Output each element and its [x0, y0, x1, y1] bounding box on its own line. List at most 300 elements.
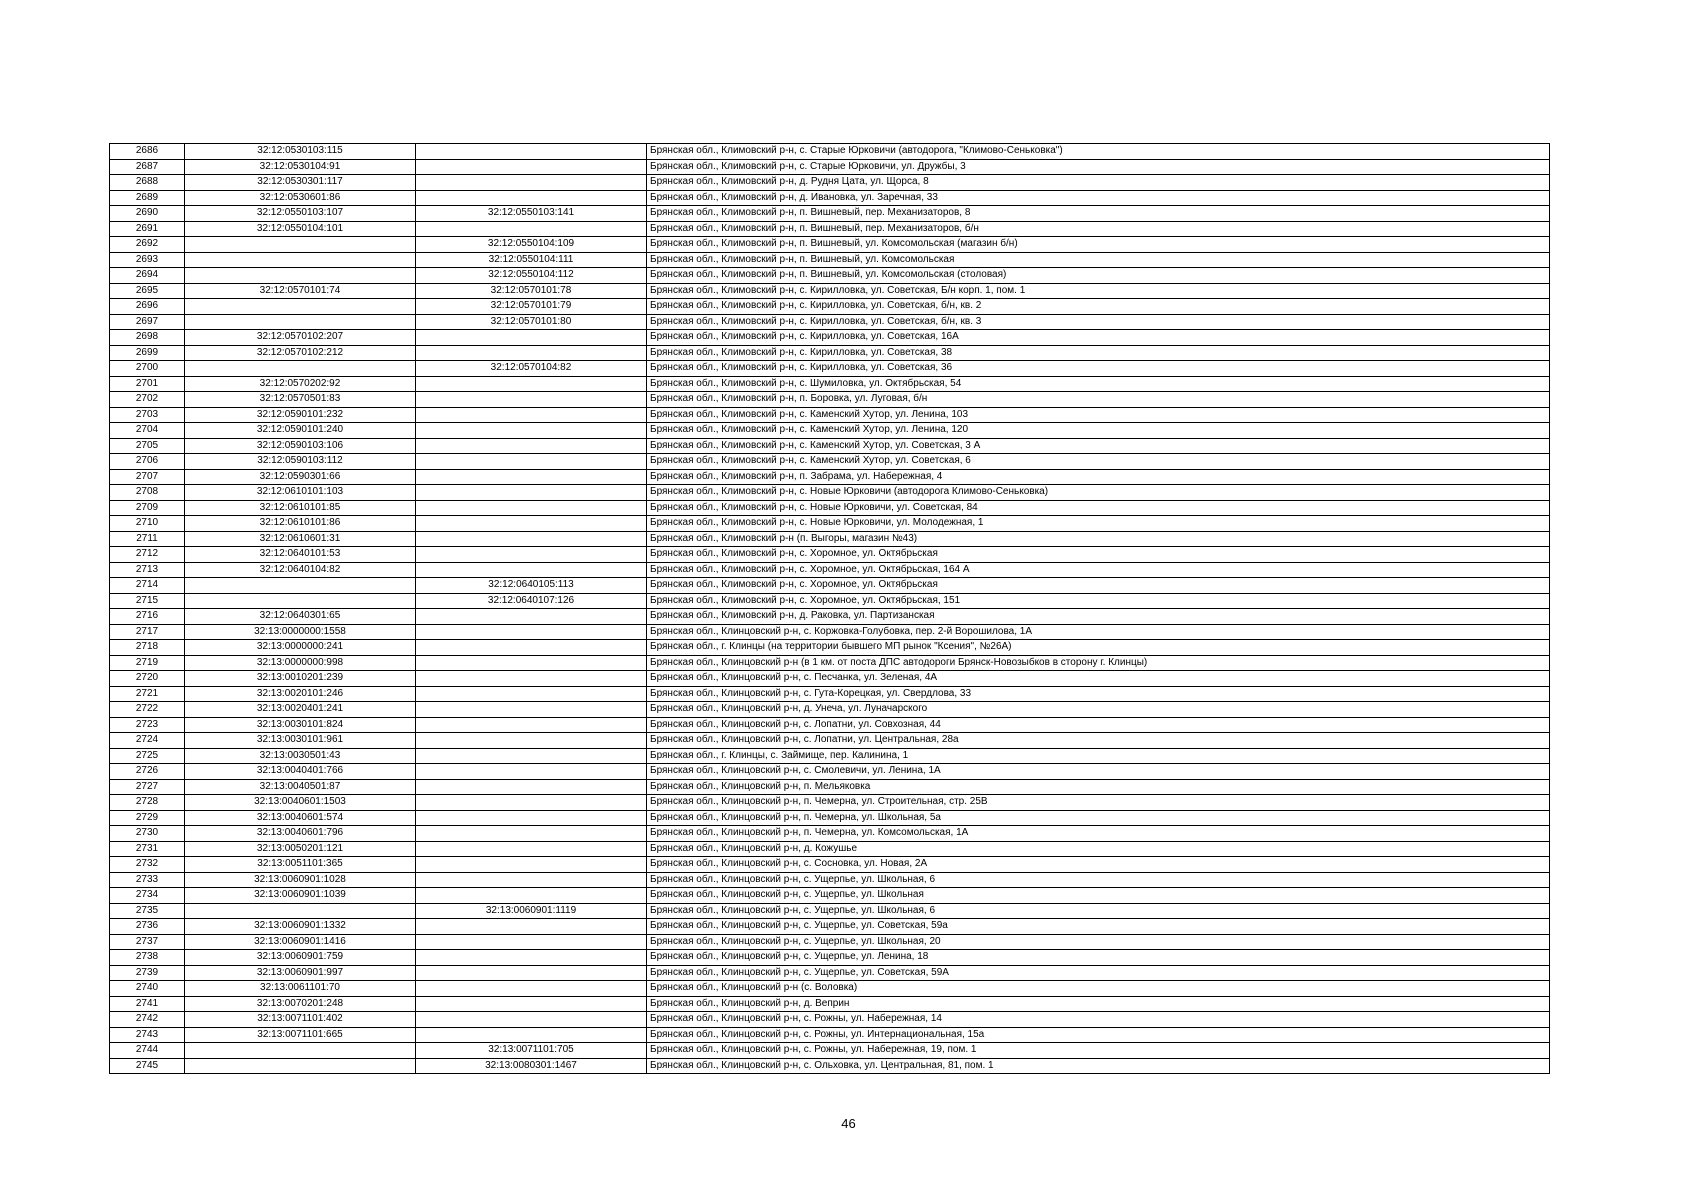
table-row [110, 314, 1550, 330]
cadastral-number-cell [185, 268, 416, 284]
cadastral-number-cell: 32:13:0051101:365 [185, 857, 416, 873]
linked-cadastral-number-cell [416, 469, 647, 485]
linked-cadastral-number-cell [416, 500, 647, 516]
cadastral-number-cell: 32:12:0570101:74 [185, 283, 416, 299]
address-cell: Брянская обл., Клинцовский р-н, д. Унеча, ул. Луначарского [647, 702, 1550, 718]
address-cell: Брянская обл., Климовский р-н, с. Хоромное, ул. Октябрьская [647, 578, 1550, 594]
table-row [110, 252, 1550, 268]
address-cell: Брянская обл., Клинцовский р-н, с. Рожны, ул. Набережная, 19, пом. 1 [647, 1043, 1550, 1059]
table-row [110, 950, 1550, 966]
table-row [110, 640, 1550, 656]
cadastral-number-cell: 32:12:0640301:65 [185, 609, 416, 625]
table-row [110, 919, 1550, 935]
address-cell: Брянская обл., Клинцовский р-н, с. Песчанка, ул. Зеленая, 4А [647, 671, 1550, 687]
row-number-cell: 2699 [110, 345, 185, 361]
linked-cadastral-number-cell [416, 965, 647, 981]
linked-cadastral-number-cell [416, 686, 647, 702]
cadastral-number-cell: 32:13:0000000:241 [185, 640, 416, 656]
registry-table [109, 143, 1550, 1074]
table-row [110, 888, 1550, 904]
address-cell: Брянская обл., Климовский р-н, с. Новые Юрковичи, ул. Молодежная, 1 [647, 516, 1550, 532]
table-row [110, 299, 1550, 315]
row-number-cell: 2725 [110, 748, 185, 764]
page-number: 46 [841, 1116, 856, 1131]
address-cell: Брянская обл., Климовский р-н, с. Каменский Хутор, ул. Советская, 6 [647, 454, 1550, 470]
address-cell: Брянская обл., Климовский р-н, п. Вишневый, пер. Механизаторов, б/н [647, 221, 1550, 237]
row-number-cell: 2686 [110, 144, 185, 160]
address-cell: Брянская обл., Климовский р-н, с. Каменский Хутор, ул. Ленина, 120 [647, 423, 1550, 439]
table-row [110, 717, 1550, 733]
address-cell: Брянская обл., Климовский р-н, п. Вишневый, пер. Механизаторов, 8 [647, 206, 1550, 222]
table-row [110, 345, 1550, 361]
address-cell: Брянская обл., Климовский р-н, п. Вишневый, ул. Комсомольская [647, 252, 1550, 268]
cadastral-number-cell: 32:12:0570501:83 [185, 392, 416, 408]
address-cell: Брянская обл., Клинцовский р-н, д. Кожушье [647, 841, 1550, 857]
table-row [110, 144, 1550, 160]
row-number-cell: 2717 [110, 624, 185, 640]
cadastral-number-cell: 32:13:0030501:43 [185, 748, 416, 764]
cadastral-number-cell [185, 903, 416, 919]
address-cell: Брянская обл., г. Клинцы (на территории бывшего МП рынок "Ксения", №26А) [647, 640, 1550, 656]
address-cell: Брянская обл., Клинцовский р-н, с. Ольховка, ул. Центральная, 81, пом. 1 [647, 1058, 1550, 1074]
table-row [110, 1043, 1550, 1059]
address-cell: Брянская обл., Климовский р-н (п. Выгоры, магазин №43) [647, 531, 1550, 547]
linked-cadastral-number-cell: 32:13:0071101:705 [416, 1043, 647, 1059]
table-row [110, 562, 1550, 578]
address-cell: Брянская обл., Климовский р-н, с. Кирилловка, ул. Советская, 38 [647, 345, 1550, 361]
row-number-cell: 2696 [110, 299, 185, 315]
cadastral-number-cell [185, 314, 416, 330]
row-number-cell: 2692 [110, 237, 185, 253]
table-row [110, 454, 1550, 470]
table-row [110, 826, 1550, 842]
row-number-cell: 2742 [110, 1012, 185, 1028]
row-number-cell: 2715 [110, 593, 185, 609]
cadastral-number-cell: 32:13:0061101:70 [185, 981, 416, 997]
address-cell: Брянская обл., Климовский р-н, с. Кирилловка, ул. Советская, 16А [647, 330, 1550, 346]
linked-cadastral-number-cell [416, 485, 647, 501]
row-number-cell: 2711 [110, 531, 185, 547]
address-cell: Брянская обл., Клинцовский р-н, с. Ущерпье, ул. Школьная, 6 [647, 903, 1550, 919]
table-row [110, 531, 1550, 547]
row-number-cell: 2736 [110, 919, 185, 935]
row-number-cell: 2730 [110, 826, 185, 842]
linked-cadastral-number-cell [416, 981, 647, 997]
address-cell: Брянская обл., Климовский р-н, д. Ивановка, ул. Заречная, 33 [647, 190, 1550, 206]
row-number-cell: 2689 [110, 190, 185, 206]
table-row [110, 1012, 1550, 1028]
row-number-cell: 2702 [110, 392, 185, 408]
cadastral-number-cell: 32:12:0640101:53 [185, 547, 416, 563]
table-row [110, 795, 1550, 811]
cadastral-number-cell: 32:13:0030101:961 [185, 733, 416, 749]
linked-cadastral-number-cell: 32:12:0550104:111 [416, 252, 647, 268]
cadastral-number-cell: 32:13:0040601:1503 [185, 795, 416, 811]
address-cell: Брянская обл., Климовский р-н, с. Кирилловка, ул. Советская, Б/н корп. 1, пом. 1 [647, 283, 1550, 299]
address-cell: Брянская обл., Клинцовский р-н, с. Ущерпье, ул. Советская, 59А [647, 965, 1550, 981]
row-number-cell: 2728 [110, 795, 185, 811]
cadastral-number-cell: 32:12:0530601:86 [185, 190, 416, 206]
row-number-cell: 2712 [110, 547, 185, 563]
address-cell: Брянская обл., Климовский р-н, с. Кирилловка, ул. Советская, 36 [647, 361, 1550, 377]
address-cell: Брянская обл., Климовский р-н, с. Каменский Хутор, ул. Советская, 3 А [647, 438, 1550, 454]
table-row [110, 392, 1550, 408]
row-number-cell: 2714 [110, 578, 185, 594]
row-number-cell: 2729 [110, 810, 185, 826]
table-row [110, 934, 1550, 950]
cadastral-number-cell [185, 361, 416, 377]
linked-cadastral-number-cell [416, 872, 647, 888]
table-row [110, 376, 1550, 392]
row-number-cell: 2703 [110, 407, 185, 423]
address-cell: Брянская обл., Клинцовский р-н, с. Рожны, ул. Набережная, 14 [647, 1012, 1550, 1028]
address-cell: Брянская обл., Клинцовский р-н, д. Веприн [647, 996, 1550, 1012]
table-row [110, 733, 1550, 749]
address-cell: Брянская обл., Климовский р-н, с. Хоромное, ул. Октябрьская, 151 [647, 593, 1550, 609]
cadastral-number-cell: 32:12:0530103:115 [185, 144, 416, 160]
linked-cadastral-number-cell [416, 438, 647, 454]
linked-cadastral-number-cell: 32:12:0570101:79 [416, 299, 647, 315]
row-number-cell: 2704 [110, 423, 185, 439]
cadastral-number-cell: 32:13:0000000:1558 [185, 624, 416, 640]
linked-cadastral-number-cell [416, 934, 647, 950]
address-cell: Брянская обл., Климовский р-н, д. Раковка, ул. Партизанская [647, 609, 1550, 625]
row-number-cell: 2708 [110, 485, 185, 501]
row-number-cell: 2707 [110, 469, 185, 485]
linked-cadastral-number-cell [416, 562, 647, 578]
table-row [110, 438, 1550, 454]
cadastral-number-cell [185, 1058, 416, 1074]
linked-cadastral-number-cell [416, 671, 647, 687]
address-cell: Брянская обл., Клинцовский р-н, с. Ущерпье, ул. Советская, 59а [647, 919, 1550, 935]
address-cell: Брянская обл., Клинцовский р-н, с. Ущерпье, ул. Школьная [647, 888, 1550, 904]
cadastral-number-cell [185, 578, 416, 594]
row-number-cell: 2693 [110, 252, 185, 268]
linked-cadastral-number-cell [416, 175, 647, 191]
linked-cadastral-number-cell [416, 392, 647, 408]
row-number-cell: 2740 [110, 981, 185, 997]
linked-cadastral-number-cell [416, 640, 647, 656]
row-number-cell: 2721 [110, 686, 185, 702]
address-cell: Брянская обл., Климовский р-н, с. Хоромное, ул. Октябрьская [647, 547, 1550, 563]
linked-cadastral-number-cell: 32:12:0570101:80 [416, 314, 647, 330]
linked-cadastral-number-cell: 32:13:0060901:1119 [416, 903, 647, 919]
linked-cadastral-number-cell [416, 144, 647, 160]
cadastral-number-cell: 32:13:0060901:1028 [185, 872, 416, 888]
linked-cadastral-number-cell [416, 423, 647, 439]
row-number-cell: 2719 [110, 655, 185, 671]
linked-cadastral-number-cell: 32:12:0570101:78 [416, 283, 647, 299]
address-cell: Брянская обл., Клинцовский р-н, с. Ущерпье, ул. Ленина, 18 [647, 950, 1550, 966]
address-cell: Брянская обл., Климовский р-н, с. Шумиловка, ул. Октябрьская, 54 [647, 376, 1550, 392]
cadastral-number-cell: 32:12:0610101:85 [185, 500, 416, 516]
table-row [110, 593, 1550, 609]
linked-cadastral-number-cell [416, 779, 647, 795]
linked-cadastral-number-cell [416, 407, 647, 423]
linked-cadastral-number-cell [416, 1027, 647, 1043]
cadastral-number-cell: 32:12:0590101:232 [185, 407, 416, 423]
table-row [110, 609, 1550, 625]
linked-cadastral-number-cell [416, 950, 647, 966]
cadastral-number-cell: 32:13:0000000:998 [185, 655, 416, 671]
row-number-cell: 2701 [110, 376, 185, 392]
row-number-cell: 2694 [110, 268, 185, 284]
row-number-cell: 2697 [110, 314, 185, 330]
address-cell: Брянская обл., Климовский р-н, с. Новые Юрковичи (автодорога Климово-Сеньковка) [647, 485, 1550, 501]
linked-cadastral-number-cell [416, 609, 647, 625]
table-row [110, 547, 1550, 563]
row-number-cell: 2698 [110, 330, 185, 346]
cadastral-number-cell: 32:12:0640104:82 [185, 562, 416, 578]
address-cell: Брянская обл., Клинцовский р-н, п. Чемерна, ул. Школьная, 5а [647, 810, 1550, 826]
address-cell: Брянская обл., Климовский р-н, п. Боровка, ул. Луговая, б/н [647, 392, 1550, 408]
address-cell: Брянская обл., Климовский р-н, с. Хоромное, ул. Октябрьская, 164 А [647, 562, 1550, 578]
linked-cadastral-number-cell [416, 376, 647, 392]
linked-cadastral-number-cell: 32:12:0640107:126 [416, 593, 647, 609]
linked-cadastral-number-cell [416, 841, 647, 857]
cadastral-number-cell: 32:12:0530301:117 [185, 175, 416, 191]
table-row [110, 407, 1550, 423]
address-cell: Брянская обл., Клинцовский р-н, п. Мельяковка [647, 779, 1550, 795]
table-row [110, 702, 1550, 718]
linked-cadastral-number-cell [416, 159, 647, 175]
table-row [110, 237, 1550, 253]
address-cell: Брянская обл., Климовский р-н, с. Старые Юрковичи, ул. Дружбы, 3 [647, 159, 1550, 175]
cadastral-number-cell: 32:13:0030101:824 [185, 717, 416, 733]
row-number-cell: 2691 [110, 221, 185, 237]
row-number-cell: 2700 [110, 361, 185, 377]
table-row [110, 764, 1550, 780]
table-row [110, 903, 1550, 919]
cadastral-number-cell: 32:12:0590301:66 [185, 469, 416, 485]
cadastral-number-cell: 32:13:0040601:796 [185, 826, 416, 842]
linked-cadastral-number-cell: 32:12:0550104:112 [416, 268, 647, 284]
cadastral-number-cell: 32:12:0530104:91 [185, 159, 416, 175]
table-row [110, 748, 1550, 764]
address-cell: Брянская обл., г. Клинцы, с. Займище, пер. Калинина, 1 [647, 748, 1550, 764]
address-cell: Брянская обл., Клинцовский р-н, с. Лопатни, ул. Центральная, 28а [647, 733, 1550, 749]
cadastral-number-cell [185, 1043, 416, 1059]
address-cell: Брянская обл., Климовский р-н, с. Старые Юрковичи (автодорога, "Климово-Сеньковка") [647, 144, 1550, 160]
cadastral-number-cell: 32:13:0060901:1416 [185, 934, 416, 950]
address-cell: Брянская обл., Клинцовский р-н, с. Лопатни, ул. Совхозная, 44 [647, 717, 1550, 733]
cadastral-number-cell: 32:13:0071101:402 [185, 1012, 416, 1028]
cadastral-number-cell [185, 237, 416, 253]
table-row [110, 655, 1550, 671]
cadastral-number-cell [185, 252, 416, 268]
cadastral-number-cell: 32:12:0570102:207 [185, 330, 416, 346]
address-cell: Брянская обл., Клинцовский р-н, с. Гута-Корецкая, ул. Свердлова, 33 [647, 686, 1550, 702]
linked-cadastral-number-cell [416, 702, 647, 718]
table-row [110, 268, 1550, 284]
linked-cadastral-number-cell [416, 221, 647, 237]
table-row [110, 1058, 1550, 1074]
linked-cadastral-number-cell: 32:12:0570104:82 [416, 361, 647, 377]
cadastral-number-cell: 32:12:0570202:92 [185, 376, 416, 392]
address-cell: Брянская обл., Клинцовский р-н, с. Ущерпье, ул. Школьная, 20 [647, 934, 1550, 950]
row-number-cell: 2733 [110, 872, 185, 888]
address-cell: Брянская обл., Клинцовский р-н, с. Коржовка-Голубовка, пер. 2-й Ворошилова, 1А [647, 624, 1550, 640]
table-row [110, 206, 1550, 222]
table-row [110, 330, 1550, 346]
row-number-cell: 2738 [110, 950, 185, 966]
address-cell: Брянская обл., Климовский р-н, п. Забрама, ул. Набережная, 4 [647, 469, 1550, 485]
linked-cadastral-number-cell: 32:12:0640105:113 [416, 578, 647, 594]
cadastral-number-cell: 32:13:0060901:1332 [185, 919, 416, 935]
row-number-cell: 2706 [110, 454, 185, 470]
address-cell: Брянская обл., Климовский р-н, п. Вишневый, ул. Комсомольская (магазин б/н) [647, 237, 1550, 253]
address-cell: Брянская обл., Клинцовский р-н, с. Смолевичи, ул. Ленина, 1А [647, 764, 1550, 780]
address-cell: Брянская обл., Клинцовский р-н, п. Чемерна, ул. Строительная, стр. 25В [647, 795, 1550, 811]
cadastral-number-cell: 32:12:0590103:112 [185, 454, 416, 470]
linked-cadastral-number-cell [416, 516, 647, 532]
table-row [110, 841, 1550, 857]
cadastral-number-cell: 32:12:0570102:212 [185, 345, 416, 361]
linked-cadastral-number-cell [416, 454, 647, 470]
row-number-cell: 2734 [110, 888, 185, 904]
linked-cadastral-number-cell [416, 717, 647, 733]
registry-table-body [110, 144, 1550, 1074]
address-cell: Брянская обл., Клинцовский р-н, п. Чемерна, ул. Комсомольская, 1А [647, 826, 1550, 842]
cadastral-number-cell: 32:13:0050201:121 [185, 841, 416, 857]
row-number-cell: 2724 [110, 733, 185, 749]
linked-cadastral-number-cell: 32:13:0080301:1467 [416, 1058, 647, 1074]
row-number-cell: 2739 [110, 965, 185, 981]
cadastral-number-cell [185, 299, 416, 315]
row-number-cell: 2727 [110, 779, 185, 795]
cadastral-number-cell: 32:12:0590101:240 [185, 423, 416, 439]
address-cell: Брянская обл., Клинцовский р-н, с. Ущерпье, ул. Школьная, 6 [647, 872, 1550, 888]
linked-cadastral-number-cell [416, 733, 647, 749]
cadastral-number-cell: 32:12:0610101:86 [185, 516, 416, 532]
table-row [110, 485, 1550, 501]
address-cell: Брянская обл., Климовский р-н, с. Новые Юрковичи, ул. Советская, 84 [647, 500, 1550, 516]
row-number-cell: 2710 [110, 516, 185, 532]
table-row [110, 965, 1550, 981]
row-number-cell: 2731 [110, 841, 185, 857]
address-cell: Брянская обл., Климовский р-н, п. Вишневый, ул. Комсомольская (столовая) [647, 268, 1550, 284]
cadastral-number-cell: 32:13:0070201:248 [185, 996, 416, 1012]
row-number-cell: 2705 [110, 438, 185, 454]
cadastral-number-cell: 32:13:0020101:246 [185, 686, 416, 702]
row-number-cell: 2709 [110, 500, 185, 516]
linked-cadastral-number-cell [416, 919, 647, 935]
cadastral-number-cell: 32:12:0610601:31 [185, 531, 416, 547]
cadastral-number-cell: 32:13:0060901:997 [185, 965, 416, 981]
row-number-cell: 2718 [110, 640, 185, 656]
cadastral-number-cell: 32:12:0610101:103 [185, 485, 416, 501]
linked-cadastral-number-cell [416, 330, 647, 346]
table-row [110, 283, 1550, 299]
cadastral-number-cell: 32:13:0040401:766 [185, 764, 416, 780]
row-number-cell: 2695 [110, 283, 185, 299]
linked-cadastral-number-cell [416, 190, 647, 206]
linked-cadastral-number-cell [416, 810, 647, 826]
cadastral-number-cell: 32:13:0071101:665 [185, 1027, 416, 1043]
row-number-cell: 2690 [110, 206, 185, 222]
linked-cadastral-number-cell [416, 857, 647, 873]
table-row [110, 810, 1550, 826]
cadastral-number-cell: 32:12:0550104:101 [185, 221, 416, 237]
table-row [110, 578, 1550, 594]
linked-cadastral-number-cell: 32:12:0550103:141 [416, 206, 647, 222]
row-number-cell: 2745 [110, 1058, 185, 1074]
row-number-cell: 2741 [110, 996, 185, 1012]
linked-cadastral-number-cell [416, 531, 647, 547]
cadastral-number-cell: 32:12:0590103:106 [185, 438, 416, 454]
table-row [110, 221, 1550, 237]
table-row [110, 996, 1550, 1012]
row-number-cell: 2688 [110, 175, 185, 191]
linked-cadastral-number-cell [416, 345, 647, 361]
cadastral-number-cell: 32:13:0060901:1039 [185, 888, 416, 904]
linked-cadastral-number-cell [416, 764, 647, 780]
row-number-cell: 2722 [110, 702, 185, 718]
table-row [110, 423, 1550, 439]
table-row [110, 624, 1550, 640]
row-number-cell: 2713 [110, 562, 185, 578]
linked-cadastral-number-cell: 32:12:0550104:109 [416, 237, 647, 253]
table-row [110, 175, 1550, 191]
table-row [110, 159, 1550, 175]
address-cell: Брянская обл., Климовский р-н, с. Кирилловка, ул. Советская, б/н, кв. 2 [647, 299, 1550, 315]
linked-cadastral-number-cell [416, 996, 647, 1012]
cadastral-number-cell [185, 593, 416, 609]
address-cell: Брянская обл., Климовский р-н, д. Рудня Цата, ул. Щорса, 8 [647, 175, 1550, 191]
cadastral-number-cell: 32:12:0550103:107 [185, 206, 416, 222]
row-number-cell: 2732 [110, 857, 185, 873]
linked-cadastral-number-cell [416, 795, 647, 811]
row-number-cell: 2737 [110, 934, 185, 950]
table-row [110, 361, 1550, 377]
row-number-cell: 2744 [110, 1043, 185, 1059]
linked-cadastral-number-cell [416, 1012, 647, 1028]
table-row [110, 516, 1550, 532]
table-row [110, 857, 1550, 873]
table-row [110, 671, 1550, 687]
table-row [110, 981, 1550, 997]
cadastral-number-cell: 32:13:0020401:241 [185, 702, 416, 718]
row-number-cell: 2723 [110, 717, 185, 733]
cadastral-number-cell: 32:13:0040601:574 [185, 810, 416, 826]
linked-cadastral-number-cell [416, 748, 647, 764]
row-number-cell: 2726 [110, 764, 185, 780]
table-row [110, 469, 1550, 485]
cadastral-number-cell: 32:13:0010201:239 [185, 671, 416, 687]
linked-cadastral-number-cell [416, 826, 647, 842]
table-row [110, 872, 1550, 888]
table-row [110, 779, 1550, 795]
row-number-cell: 2743 [110, 1027, 185, 1043]
linked-cadastral-number-cell [416, 655, 647, 671]
address-cell: Брянская обл., Климовский р-н, с. Кирилловка, ул. Советская, б/н, кв. 3 [647, 314, 1550, 330]
row-number-cell: 2716 [110, 609, 185, 625]
table-row [110, 686, 1550, 702]
address-cell: Брянская обл., Клинцовский р-н, с. Рожны, ул. Интернациональная, 15а [647, 1027, 1550, 1043]
cadastral-number-cell: 32:13:0060901:759 [185, 950, 416, 966]
row-number-cell: 2687 [110, 159, 185, 175]
table-row [110, 500, 1550, 516]
cadastral-number-cell: 32:13:0040501:87 [185, 779, 416, 795]
row-number-cell: 2735 [110, 903, 185, 919]
table-row [110, 190, 1550, 206]
address-cell: Брянская обл., Клинцовский р-н (с. Воловка) [647, 981, 1550, 997]
linked-cadastral-number-cell [416, 547, 647, 563]
linked-cadastral-number-cell [416, 888, 647, 904]
address-cell: Брянская обл., Клинцовский р-н (в 1 км. от поста ДПС автодороги Брянск-Новозыбков в сторону г. Клинцы) [647, 655, 1550, 671]
row-number-cell: 2720 [110, 671, 185, 687]
address-cell: Брянская обл., Клинцовский р-н, с. Сосновка, ул. Новая, 2А [647, 857, 1550, 873]
